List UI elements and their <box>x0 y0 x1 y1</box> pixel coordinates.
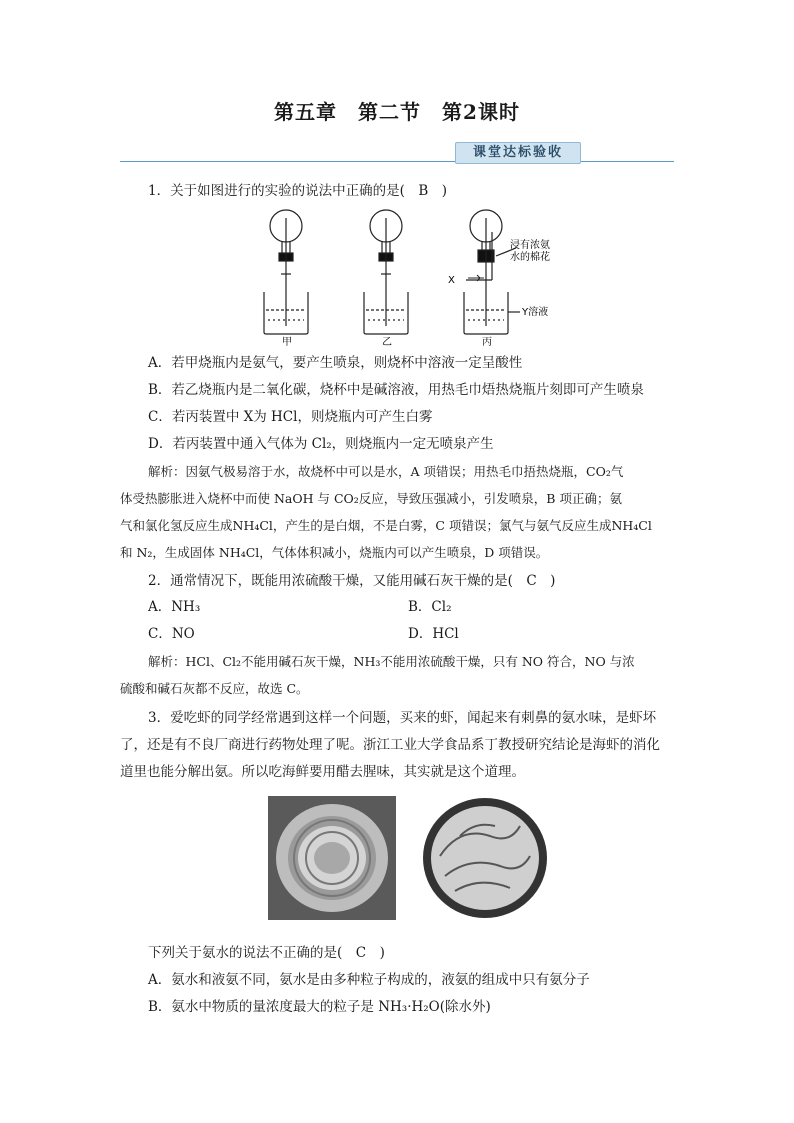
q1-analysis-line-2: 体受热膨胀进入烧杯中而使 NaOH 与 CO₂反应，导致压强减小，引发喷泉，B 项正确；氨 <box>120 491 622 506</box>
q3-stem-line-1: 3．爱吃虾的同学经常遇到这样一个问题，买来的虾，闻起来有刺鼻的氨水味，是虾坏 <box>148 710 657 726</box>
q2-analysis-line-2: 硫酸和碱石灰都不反应，故选 C。 <box>120 681 309 696</box>
q3-option-a: A．氨水和液氨不同，氨水是由多种粒子构成的，液氨的组成中只有氨分子 <box>148 972 590 988</box>
apparatus-jia <box>264 210 308 334</box>
q2-analysis-line-1: 解析：HCl、Cl₂不能用碱石灰干燥，NH₃不能用浓硫酸干燥，只有 NO 符合，NO 与浓 <box>148 654 635 669</box>
q3-option-b: B．氨水中物质的量浓度最大的粒子是 NH₃·H₂O(除水外) <box>148 999 491 1015</box>
banner-rule <box>120 161 674 162</box>
banner-label: 课堂达标验收 <box>455 142 581 164</box>
q1-option-b: B．若乙烧瓶内是二氧化碳，烧杯中是碱溶液，用热毛巾焐热烧瓶片刻即可产生喷泉 <box>148 382 644 398</box>
q3-stem-line-2: 了，还是有不良厂商进行药物处理了呢。浙江工业大学食品系丁教授研究结论是海虾的消化 <box>120 737 660 753</box>
label-yi: 乙 <box>382 337 392 346</box>
shrimp-plate-photo <box>268 796 396 920</box>
page-title: 第五章 第二节 第2课时 <box>274 100 520 124</box>
q2-option-b: B．Cl₂ <box>408 599 452 615</box>
apparatus-yi <box>364 210 408 334</box>
q2-option-d: D．HCl <box>408 626 459 642</box>
apparatus-bing <box>464 210 520 334</box>
label-x: X <box>448 275 455 286</box>
q1-option-a: A．若甲烧瓶内是氨气，要产生喷泉，则烧杯中溶液一定呈酸性 <box>148 355 523 371</box>
q1-stem: 1．关于如图进行的实验的说法中正确的是( B ) <box>148 183 448 199</box>
q1-option-d: D．若丙装置中通入气体为 Cl₂，则烧瓶内一定无喷泉产生 <box>148 436 494 452</box>
q1-analysis-line-3: 气和氯化氢反应生成NH₄Cl，产生的是白烟，不是白雾，C 项错误；氯气与氨气反应生成NH₄Cl <box>120 518 652 533</box>
q1-option-c: C．若丙装置中 X为 HCl，则烧瓶内可产生白雾 <box>148 409 433 425</box>
label-jia: 甲 <box>282 337 292 346</box>
q2-stem: 2．通常情况下，既能用浓硫酸干燥，又能用碱石灰干燥的是( C ) <box>148 573 556 589</box>
fountain-apparatus-figure <box>258 208 578 346</box>
q2-option-a: A．NH₃ <box>148 599 201 615</box>
label-y-solution: Y溶液 <box>522 307 549 318</box>
q3-stem-line-3: 道里也能分解出氨。所以吃海鲜要用醋去腥味，其实就是这个道理。 <box>120 764 525 780</box>
label-cotton-1: 浸有浓氨 <box>510 240 550 251</box>
q3-prompt: 下列关于氨水的说法不正确的是( C ) <box>148 945 385 961</box>
label-bing: 丙 <box>482 337 492 346</box>
q1-analysis-line-1: 解析：因氨气极易溶于水，故烧杯中可以是水，A 项错误；用热毛巾捂热烧瓶，CO₂气 <box>148 464 624 479</box>
label-cotton-2: 水的棉花 <box>510 252 550 263</box>
shrimp-bowl-photo <box>420 796 550 920</box>
q2-option-c: C．NO <box>148 626 195 642</box>
q1-analysis-line-4: 和 N₂，生成固体 NH₄Cl，气体体积减小，烧瓶内可以产生喷泉，D 项错误。 <box>120 545 549 560</box>
section-banner <box>120 142 674 166</box>
